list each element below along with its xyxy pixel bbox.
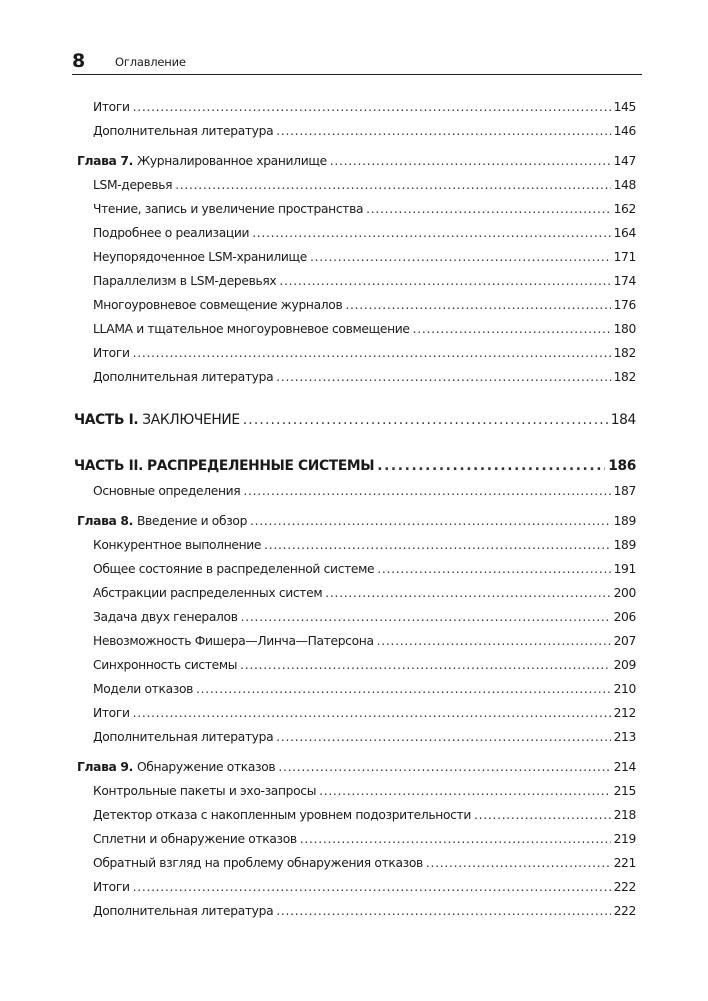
toc-entry-title: ЗАКЛЮЧЕНИЕ [142,412,240,428]
toc-entry-line [93,880,636,902]
toc-entry-page-number: 189 [613,514,636,528]
toc-part-entry[interactable] [0,412,708,438]
toc-section-entry[interactable] [0,562,708,584]
toc-entry-line [93,856,636,878]
dot-leader [278,760,610,774]
toc-entry-title: Итоги [93,706,130,720]
toc-entry-line [93,124,636,146]
dot-leader [366,202,610,216]
dot-leader [264,538,610,552]
toc-entry-line [93,562,636,584]
dot-leader [377,458,605,474]
toc-entry-page-number: 180 [613,322,636,336]
toc-entry-page-number: 191 [613,562,636,576]
dot-leader [310,250,611,264]
toc-entry-line [93,346,636,368]
toc-entry-page-number: 219 [613,832,636,846]
dot-leader [133,100,611,114]
toc-entry-title: Дополнительная литература [93,370,274,384]
toc-section-entry[interactable] [0,706,708,728]
toc-section-entry[interactable] [0,484,708,506]
toc-entry-title: Детектор отказа с накопленным уровнем подозрительности [93,808,471,822]
dot-leader [243,412,608,428]
dot-leader [250,514,611,528]
toc-entry-line [93,202,636,224]
toc-entry-page-number: 222 [613,880,636,894]
dot-leader [276,730,610,744]
toc-section-entry[interactable] [0,226,708,248]
toc-section-entry[interactable] [0,178,708,200]
toc-section-entry[interactable] [0,658,708,680]
toc-entry-title: Чтение, запись и увеличение пространства [93,202,364,216]
toc-entry-line [93,484,636,506]
toc-entry-line [77,154,636,176]
toc-section-entry[interactable] [0,346,708,368]
toc-entry-title: Абстракции распределенных систем [93,586,323,600]
toc-section-entry[interactable] [0,202,708,224]
dot-leader [319,784,611,798]
toc-section-entry[interactable] [0,634,708,656]
toc-entry-title: Итоги [93,346,130,360]
toc-entry-prefix: Глава 9. [77,760,133,774]
toc-entry-line [93,784,636,806]
toc-entry-line [93,610,636,632]
toc-entry-title: Общее состояние в распределенной системе [93,562,375,576]
toc-entry-page-number: 182 [613,346,636,360]
toc-entry-title: Введение и обзор [136,514,248,528]
toc-chapter-entry[interactable] [0,154,708,176]
toc-entry-title: Основные определения [93,484,241,498]
toc-entry-page-number: 174 [613,274,636,288]
dot-leader [330,154,611,168]
toc-entry-page-number: 207 [613,634,636,648]
toc-entry-title: Обратный взгляд на проблему обнаружения отказов [93,856,423,870]
dot-leader [241,610,611,624]
toc-entry-page-number: 209 [613,658,636,672]
dot-leader [175,178,610,192]
dot-leader [276,370,610,384]
toc-entry-title: Синхронность системы [93,658,238,672]
running-title: Оглавление [115,55,186,69]
dot-leader [252,226,610,240]
toc-entry-line [93,634,636,656]
toc-entry-prefix: ЧАСТЬ II. [74,458,144,474]
toc-entry-line [93,100,636,122]
toc-entry-line [93,274,636,296]
toc-entry-line [93,658,636,680]
toc-entry-page-number: 215 [613,784,636,798]
toc-section-entry[interactable] [0,784,708,806]
toc-entry-page-number: 148 [613,178,636,192]
toc-entry-title: Журналированное хранилище [136,154,327,168]
toc-entry-line [93,298,636,320]
page-number: 8 [72,50,86,72]
toc-entry-title: Итоги [93,880,130,894]
toc-section-entry[interactable] [0,904,708,926]
dot-leader [240,658,610,672]
dot-leader [133,706,611,720]
dot-leader [133,346,611,360]
toc-entry-title: Итоги [93,100,130,114]
toc-entry-page-number: 171 [613,250,636,264]
page-header [72,46,642,75]
toc-section-entry[interactable] [0,100,708,122]
dot-leader [345,298,610,312]
toc-entry-line [93,904,636,926]
toc-entry-line [77,760,636,782]
toc-section-entry[interactable] [0,322,708,344]
toc-entry-title: Неупорядоченное LSM-хранилище [93,250,307,264]
dot-leader [279,274,610,288]
toc-section-entry[interactable] [0,124,708,146]
toc-entry-line [93,586,636,608]
toc-entry-page-number: 182 [613,370,636,384]
toc-entry-line [93,808,636,830]
toc-entry-page-number: 176 [613,298,636,312]
toc-entry-line [93,226,636,248]
dot-leader [276,904,610,918]
toc-entry-line [93,370,636,392]
toc-entry-page-number: 221 [613,856,636,870]
toc-entry-line [74,412,636,438]
dot-leader [300,832,611,846]
toc-entry-page-number: 218 [613,808,636,822]
toc-section-entry[interactable] [0,610,708,632]
toc-entry-title: Конкурентное выполнение [93,538,262,552]
toc-section-entry[interactable] [0,298,708,320]
toc-section-entry[interactable] [0,808,708,830]
toc-entry-line [74,458,636,484]
dot-leader [196,682,611,696]
toc-entry-page-number: 200 [613,586,636,600]
toc-entry-page-number: 189 [613,538,636,552]
dot-leader [474,808,611,822]
toc-entry-title: Дополнительная литература [93,730,274,744]
toc-entry-page-number: 186 [608,458,636,474]
toc-entry-page-number: 145 [613,100,636,114]
toc-entry-page-number: 212 [613,706,636,720]
dot-leader [426,856,611,870]
toc-entry-page-number: 213 [613,730,636,744]
dot-leader [413,322,611,336]
toc-entry-line [93,730,636,752]
dot-leader [377,562,610,576]
toc-entry-line [77,514,636,536]
dot-leader [243,484,610,498]
toc-entry-title: Подробнее о реализации [93,226,250,240]
toc-entry-line [93,250,636,272]
toc-chapter-entry[interactable] [0,760,708,782]
dot-leader [325,586,610,600]
toc-entry-title: Многоуровневое совмещение журналов [93,298,343,312]
toc-entry-title: Обнаружение отказов [136,760,276,774]
dot-leader [377,634,611,648]
toc-section-entry[interactable] [0,370,708,392]
toc-entry-page-number: 164 [613,226,636,240]
toc-entry-title: LSM-деревья [93,178,173,192]
toc-entry-page-number: 162 [613,202,636,216]
toc-entry-page-number: 214 [613,760,636,774]
toc-entry-page-number: 187 [613,484,636,498]
dot-leader [276,124,610,138]
toc-chapter-entry[interactable] [0,514,708,536]
toc-entry-title: Дополнительная литература [93,124,274,138]
toc-section-entry[interactable] [0,730,708,752]
toc-entry-page-number: 206 [613,610,636,624]
toc-section-entry[interactable] [0,250,708,272]
toc-entry-title: Задача двух генералов [93,610,238,624]
toc-section-entry[interactable] [0,274,708,296]
toc-entry-title: Модели отказов [93,682,194,696]
toc-entry-title: Параллелизм в LSM-деревьях [93,274,277,288]
toc-entry-title: Невозможность Фишера—Линча—Патерсона [93,634,374,648]
toc-entry-title: LLAMA и тщательное многоуровневое совмещение [93,322,410,336]
toc-entry-line [93,178,636,200]
toc-entry-title: Дополнительная литература [93,904,274,918]
toc-section-entry[interactable] [0,856,708,878]
toc-entry-page-number: 146 [613,124,636,138]
toc-entry-line [93,832,636,854]
toc-entry-page-number: 184 [610,412,636,428]
toc-entry-line [93,706,636,728]
toc-entry-title: РАСПРЕДЕЛЕННЫЕ СИСТЕМЫ [147,458,375,474]
toc-section-entry[interactable] [0,832,708,854]
toc-entry-prefix: Глава 8. [77,514,133,528]
toc-entry-title: Сплетни и обнаружение отказов [93,832,297,846]
dot-leader [133,880,611,894]
toc-entry-prefix: ЧАСТЬ I. [74,412,139,428]
toc-entry-line [93,682,636,704]
toc-entry-line [93,538,636,560]
toc-section-entry[interactable] [0,586,708,608]
toc-entry-page-number: 147 [613,154,636,168]
toc-entry-title: Контрольные пакеты и эхо-запросы [93,784,317,798]
toc-entry-page-number: 210 [613,682,636,696]
toc-entry-line [93,322,636,344]
toc-section-entry[interactable] [0,880,708,902]
toc-part-entry[interactable] [0,458,708,484]
toc-entry-page-number: 222 [613,904,636,918]
toc-entry-prefix: Глава 7. [77,154,133,168]
toc-section-entry[interactable] [0,538,708,560]
toc-section-entry[interactable] [0,682,708,704]
